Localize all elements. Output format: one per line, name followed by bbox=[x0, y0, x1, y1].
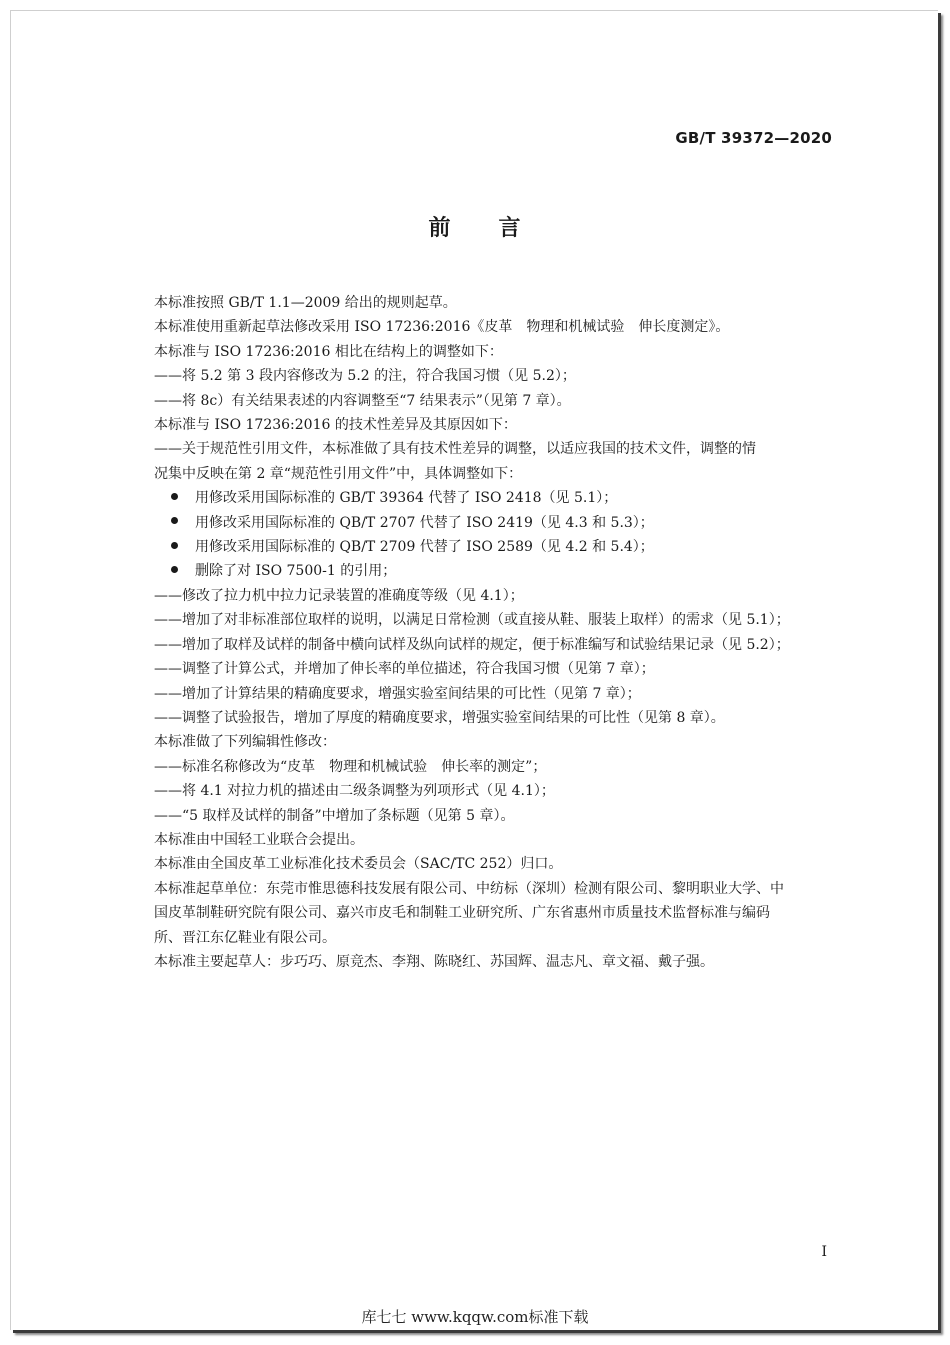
bullet-item bbox=[154, 559, 864, 583]
bullet-text: 用修改采用国际标准的 GB/T 39364 代替了 ISO 2418（见 5.1）； bbox=[195, 490, 618, 507]
site-footer: 库七七 www.kqqw.com标准下载 bbox=[361, 1308, 589, 1326]
dash-item: ——调整了计算公式，并增加了伸长率的单位描述，符合我国习惯（见第 7 章）； bbox=[154, 661, 655, 678]
dash-item: ——“5 取样及试样的制备”中增加了条标题（见第 5 章）。 bbox=[154, 807, 515, 824]
dash-item: ——修改了拉力机中拉力记录装置的准确度等级（见 4.1）； bbox=[154, 587, 524, 604]
bullet-dot-icon bbox=[171, 517, 178, 524]
paragraph: 本标准与 ISO 17236:2016 相比在结构上的调整如下： bbox=[154, 343, 503, 360]
paragraph: 本标准按照 GB/T 1.1—2009 给出的规则起草。 bbox=[154, 295, 457, 311]
dash-item: ——增加了计算结果的精确度要求，增强实验室间结果的可比性（见第 7 章）； bbox=[154, 685, 641, 702]
dash-item: ——增加了取样及试样的制备中横向试样及纵向试样的规定，便于标准编写和试验结果记录（见 5.2）； bbox=[154, 636, 790, 653]
dash-item-continued: 况集中反映在第 2 章“规范性引用文件”中，具体调整如下： bbox=[154, 465, 523, 482]
dash-item: ——将 4.1 对拉力机的描述由二级条调整为列项形式（见 4.1）； bbox=[154, 783, 555, 800]
dash-item: ——标准名称修改为“皮革 物理和机械试验 伸长率的测定”； bbox=[154, 758, 547, 775]
dash-item: ——关于规范性引用文件，本标准做了具有技术性差异的调整，以适应我国的技术文件，调整的情 bbox=[154, 441, 756, 458]
paragraph: 本标准起草单位：东莞市惟思德科技发展有限公司、中纺标（深圳）检测有限公司、黎明职业大学、中 bbox=[154, 880, 784, 897]
dash-item: ——增加了对非标准部位取样的说明，以满足日常检测（或直接从鞋、服装上取样）的需求（见 5.1）； bbox=[154, 612, 790, 629]
paragraph: 本标准做了下列编辑性修改： bbox=[154, 734, 336, 751]
bullet-text: 用修改采用国际标准的 QB/T 2709 代替了 ISO 2589（见 4.2 和 5.4）； bbox=[195, 539, 654, 556]
bullet-dot-icon bbox=[171, 493, 178, 500]
preface-body bbox=[154, 291, 864, 974]
paragraph: 本标准由中国轻工业联合会提出。 bbox=[154, 831, 364, 848]
paragraph: 本标准与 ISO 17236:2016 的技术性差异及其原因如下： bbox=[154, 417, 517, 434]
page-number: I bbox=[821, 1244, 827, 1260]
paragraph: 本标准主要起草人：步巧巧、原竞杰、李翔、陈晓红、苏国辉、温志凡、章文福、戴子强。 bbox=[154, 953, 714, 970]
paragraph: 本标准由全国皮革工业标准化技术委员会（SAC/TC 252）归口。 bbox=[154, 856, 563, 873]
page-title: 前言 bbox=[428, 216, 569, 241]
paragraph-continued: 所、晋江东亿鞋业有限公司。 bbox=[154, 929, 336, 946]
bullet-dot-icon bbox=[171, 542, 178, 549]
bullet-item bbox=[154, 511, 864, 535]
bullet-item bbox=[154, 535, 864, 559]
bullet-dot-icon bbox=[171, 566, 178, 573]
bullet-text: 删除了对 ISO 7500-1 的引用； bbox=[195, 563, 397, 580]
bullet-text: 用修改采用国际标准的 QB/T 2707 代替了 ISO 2419（见 4.3 和 5.3）； bbox=[195, 514, 654, 531]
document-page bbox=[10, 10, 938, 1330]
bullet-item bbox=[154, 486, 864, 510]
paragraph: 本标准使用重新起草法修改采用 ISO 17236:2016《皮革 物理和机械试验 伸长度测定》。 bbox=[154, 319, 730, 336]
dash-item: ——将 5.2 第 3 段内容修改为 5.2 的注，符合我国习惯（见 5.2）； bbox=[154, 368, 576, 385]
dash-item: ——调整了试验报告，增加了厚度的精确度要求，增强实验室间结果的可比性（见第 8 章）。 bbox=[154, 709, 725, 726]
dash-item: ——将 8c）有关结果表述的内容调整至“7 结果表示”（见第 7 章）。 bbox=[154, 392, 571, 409]
standard-code: GB/T 39372—2020 bbox=[675, 129, 832, 147]
paragraph-continued: 国皮革制鞋研究院有限公司、嘉兴市皮毛和制鞋工业研究所、广东省惠州市质量技术监督标准与编码 bbox=[154, 905, 770, 922]
